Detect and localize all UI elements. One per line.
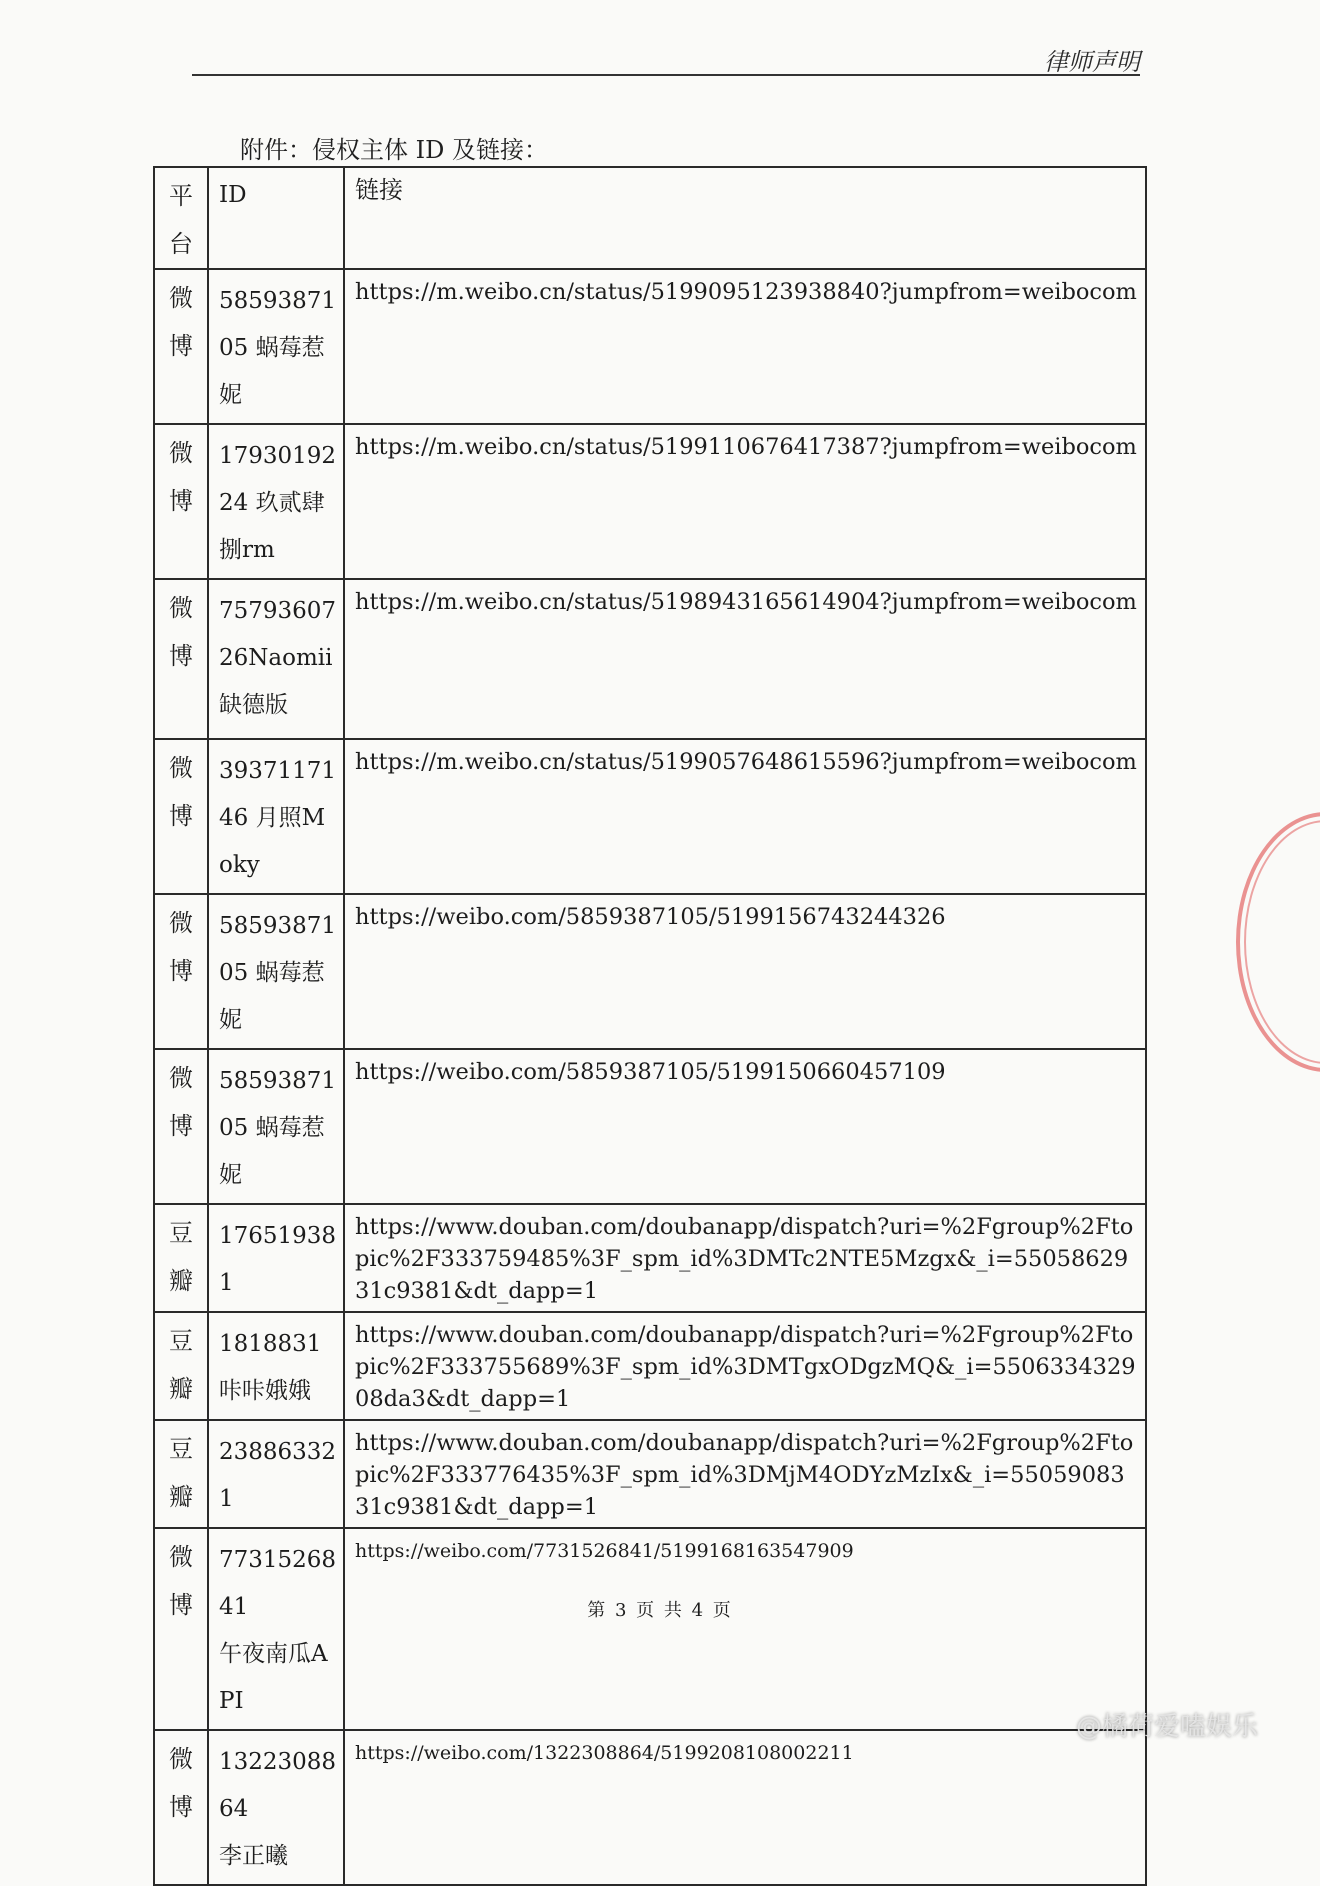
table-row [154, 1420, 1146, 1528]
id-cell: 238863321 [208, 1420, 344, 1528]
table-row [154, 1730, 1146, 1885]
platform-label: 微博 [169, 284, 193, 360]
table-row [154, 269, 1146, 424]
id-cell: 5859387105 蜗莓惹妮 [208, 894, 344, 1049]
platform-cell [154, 739, 208, 894]
platform-cell [154, 1420, 208, 1528]
table-row [154, 1528, 1146, 1730]
table-row [154, 579, 1146, 739]
id-cell: 1793019224 玖贰肆捌rm [208, 424, 344, 579]
link-cell[interactable]: https://m.weibo.cn/status/5199110676417387?jumpfrom=weibocom [344, 424, 1146, 579]
platform-label: 豆瓣 [169, 1327, 193, 1403]
header-platform [154, 167, 208, 269]
header-title: 律师声明 [1044, 48, 1140, 76]
link-cell[interactable]: https://m.weibo.cn/status/5198943165614904?jumpfrom=weibocom [344, 579, 1146, 739]
platform-label: 微博 [169, 1543, 193, 1619]
platform-cell [154, 1049, 208, 1204]
link-cell[interactable]: https://www.douban.com/doubanapp/dispatch?uri=%2Fgroup%2Ftopic%2F333755689%3F_spm_id%3DMTgxODgzMQ&_i=550633432908da3&dt_dapp=1 [344, 1312, 1146, 1420]
platform-cell [154, 1204, 208, 1312]
platform-cell [154, 424, 208, 579]
id-cell: 1322308864 李正曦 [208, 1730, 344, 1885]
header-link: 链接 [344, 167, 1146, 269]
platform-label: 微博 [169, 909, 193, 985]
page-number: 第 3 页 共 4 页 [587, 1600, 733, 1621]
platform-label: 微博 [169, 754, 193, 830]
table-row [154, 1204, 1146, 1312]
platform-label: 微博 [169, 1064, 193, 1140]
header-rule [192, 74, 1140, 76]
platform-cell [154, 894, 208, 1049]
platform-label: 微博 [169, 1745, 193, 1821]
id-cell: 5859387105 蜗莓惹妮 [208, 1049, 344, 1204]
table-row [154, 739, 1146, 894]
link-cell[interactable]: https://m.weibo.cn/status/5199095123938840?jumpfrom=weibocom [344, 269, 1146, 424]
infringement-table [153, 166, 1147, 1886]
id-cell: 7579360726Naomii 缺德版 [208, 579, 344, 739]
platform-cell [154, 1730, 208, 1885]
table-header-row [154, 167, 1146, 269]
law-firm-seal-inner-ring [1244, 820, 1320, 1064]
link-cell[interactable]: https://m.weibo.cn/status/5199057648615596?jumpfrom=weibocom [344, 739, 1146, 894]
header-platform-label: 平台 [169, 182, 193, 258]
table-row [154, 424, 1146, 579]
platform-label: 豆瓣 [169, 1219, 193, 1295]
platform-label: 微博 [169, 594, 193, 670]
link-cell[interactable]: https://weibo.com/5859387105/5199150660457109 [344, 1049, 1146, 1204]
platform-cell [154, 269, 208, 424]
link-cell[interactable]: https://weibo.com/7731526841/5199168163547909 [344, 1528, 1146, 1730]
platform-label: 微博 [169, 439, 193, 515]
id-cell: 5859387105 蜗莓惹妮 [208, 269, 344, 424]
weibo-watermark: @橘荷爱嗑娱乐 [1076, 1712, 1259, 1742]
table-row [154, 1312, 1146, 1420]
id-cell: 1818831 咔咔娥娥 [208, 1312, 344, 1420]
table-row [154, 1049, 1146, 1204]
table-row [154, 894, 1146, 1049]
link-cell[interactable]: https://weibo.com/1322308864/5199208108002211 [344, 1730, 1146, 1885]
id-cell: 176519381 [208, 1204, 344, 1312]
platform-cell [154, 1312, 208, 1420]
id-cell: 7731526841 午夜南瓜API [208, 1528, 344, 1730]
header-id: ID [208, 167, 344, 269]
platform-cell [154, 1528, 208, 1730]
id-cell: 3937117146 月照Moky [208, 739, 344, 894]
link-cell[interactable]: https://www.douban.com/doubanapp/dispatch?uri=%2Fgroup%2Ftopic%2F333776435%3F_spm_id%3DMjM4ODYzMzIx&_i=5505908331c9381&dt_dapp=1 [344, 1420, 1146, 1528]
attachment-caption: 附件：侵权主体 ID 及链接： [240, 136, 548, 164]
platform-cell [154, 579, 208, 739]
link-cell[interactable]: https://weibo.com/5859387105/5199156743244326 [344, 894, 1146, 1049]
link-cell[interactable]: https://www.douban.com/doubanapp/dispatch?uri=%2Fgroup%2Ftopic%2F333759485%3F_spm_id%3DMTc2NTE5Mzgx&_i=5505862931c9381&dt_dapp=1 [344, 1204, 1146, 1312]
platform-label: 豆瓣 [169, 1435, 193, 1511]
